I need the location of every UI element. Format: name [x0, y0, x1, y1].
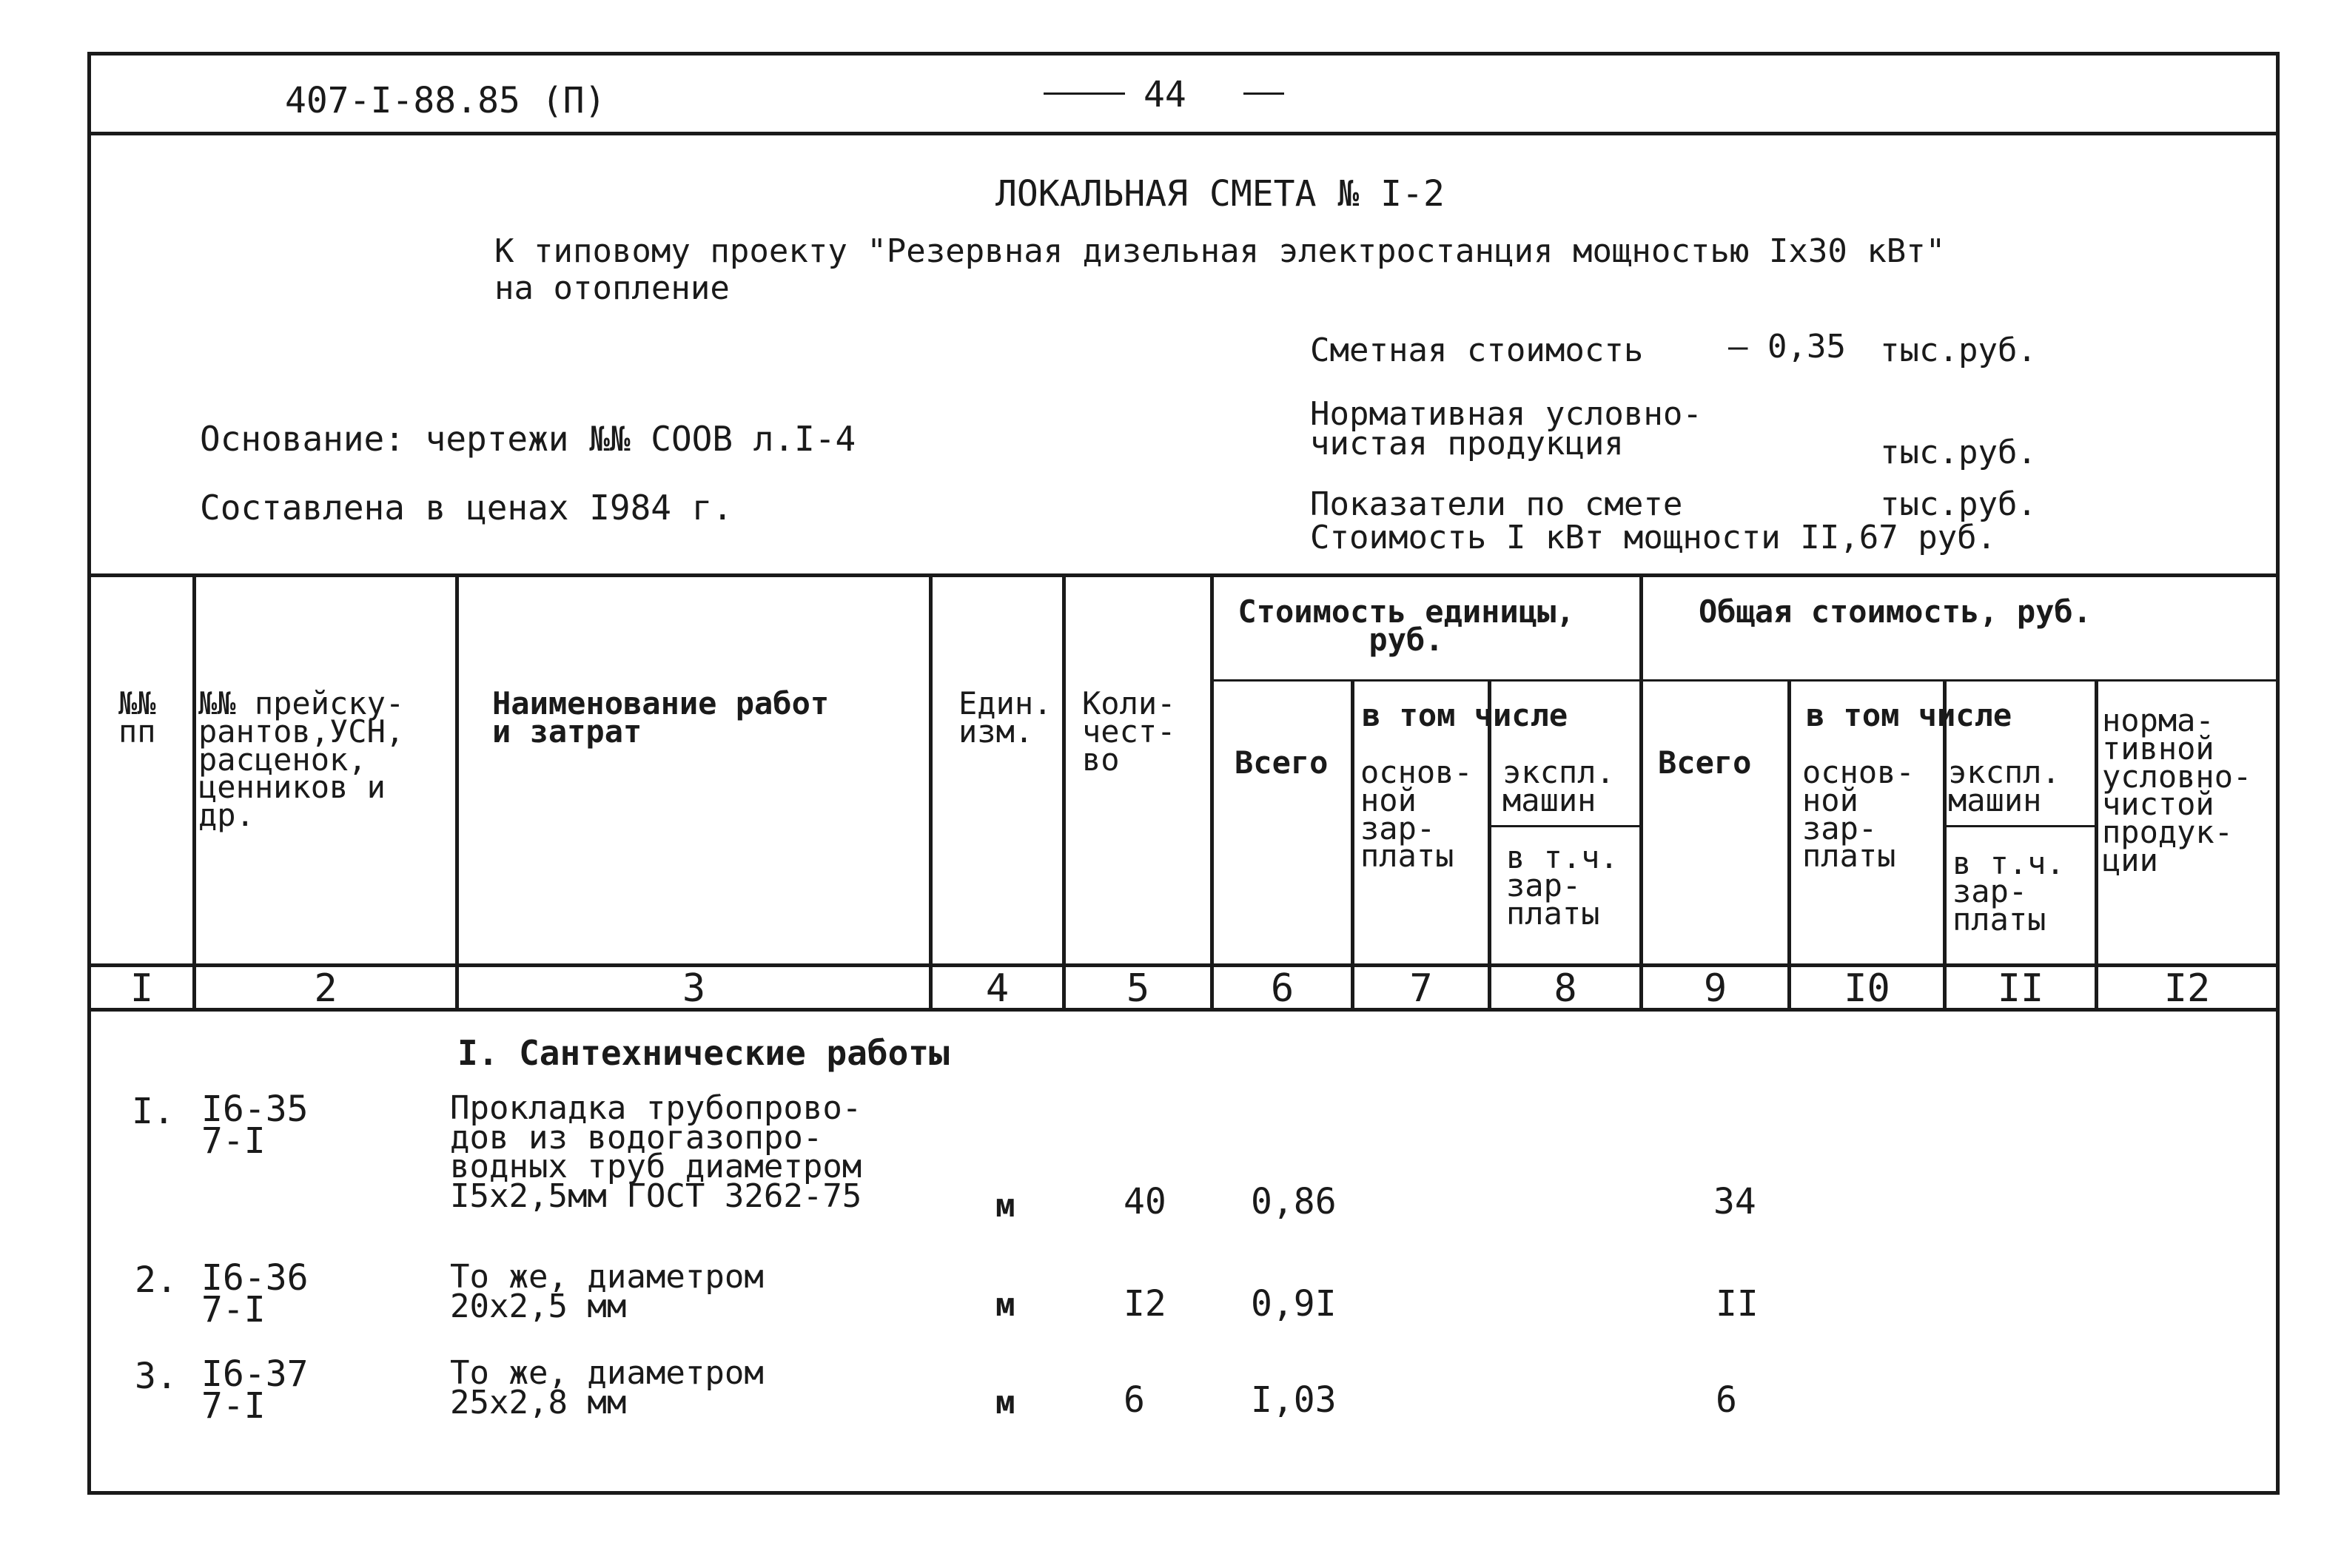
hdr-eksp-2: экспл. машин [1948, 754, 2061, 818]
basis-line: Основание: чертежи №№ СООВ л.I-4 [200, 419, 856, 459]
col-num-3: 3 [682, 966, 706, 1011]
hdr-norm: норма- тивной условно- чистой продук- ции [2102, 702, 2252, 878]
hdr-col-4: Един. изм. [958, 685, 1052, 750]
row-qty: I2 [1124, 1283, 1166, 1325]
row-total: II [1716, 1283, 1759, 1325]
project-line-2: на отопление [494, 269, 730, 307]
row-unit: м [995, 1187, 1015, 1225]
col-numbers-top-rule [87, 963, 2280, 967]
hdr-incl-2: в том числе [1806, 697, 2012, 733]
cost-label: Сметная стоимость [1310, 332, 1644, 369]
cost-value: – 0,35 [1728, 328, 1846, 366]
row-qty: 6 [1124, 1379, 1145, 1421]
row-unit: м [995, 1384, 1015, 1421]
indicators-label: Показатели по смете [1310, 485, 1683, 523]
doc-code: 407-I-88.85 (П) [285, 80, 606, 121]
hdr-eksp-1: экспл. машин [1502, 754, 1615, 818]
col-num-1: I [130, 966, 154, 1011]
hdr-col-5: Коли- чест- во [1082, 685, 1176, 778]
normative-unit: тыс.руб. [1880, 434, 2037, 471]
row-name: Прокладка трубопрово- дов из водогазопро- водных труб диаметром I5х2,5мм ГОСТ 3262-75 [450, 1089, 862, 1215]
col-num-12: I2 [2163, 966, 2211, 1011]
hdr-vsego-1: Всего [1235, 744, 1329, 781]
hdr-total-cost: Общая стоимость, руб. [1699, 593, 2092, 630]
vline-2 [455, 573, 459, 1008]
col-num-7: 7 [1409, 966, 1433, 1011]
col-num-8: 8 [1554, 966, 1577, 1011]
section-title: I. Сантехнические работы [457, 1033, 950, 1073]
indicators-unit: тыс.руб. [1880, 485, 2037, 523]
row-qty: 40 [1124, 1181, 1166, 1222]
row-code: I6-36 7-I [201, 1257, 309, 1331]
row-code: I6-37 7-I [201, 1353, 309, 1427]
col-num-6: 6 [1270, 966, 1294, 1011]
col-num-2: 2 [314, 966, 338, 1011]
hdr-vsego-2: Всего [1658, 744, 1752, 781]
row-unit: м [995, 1286, 1015, 1324]
page-dash-left [1044, 92, 1125, 95]
hdr-col-3: Наименование работ и затрат [492, 685, 830, 750]
hdr-unit-cost: Стоимость единицы, руб. [1238, 593, 1575, 658]
hdr-vtch-1: в т.ч. зар- платы [1506, 839, 1619, 932]
hdr-col-2: №№ прейску- рантов,УСН, расценок, ценников и др. [198, 685, 405, 834]
page-dash-right [1243, 92, 1284, 95]
vline-4 [1062, 573, 1066, 1008]
hdr-vtch-2: в т.ч. зар- платы [1952, 845, 2065, 938]
hdr-col-1: №№ пп [118, 685, 156, 750]
hdr-osn-2: основ- ной зар- платы [1802, 754, 1915, 875]
project-line: К типовому проекту "Резервная дизельная электростанция мощностью Iх30 кВт" [494, 232, 1946, 270]
cost-unit: тыс.руб. [1880, 332, 2037, 369]
table-top-rule [87, 573, 2280, 577]
vline-3 [929, 573, 933, 1008]
row-price: I,03 [1251, 1379, 1337, 1421]
col-numbers-bottom-rule [87, 1008, 2280, 1012]
row-number: 3. [135, 1356, 178, 1397]
col-num-4: 4 [985, 966, 1010, 1011]
estimate-title: ЛОКАЛЬНАЯ СМЕТА № I-2 [995, 173, 1445, 215]
col-num-11: II [1997, 966, 2044, 1011]
eksp-rule-2 [1943, 825, 2095, 827]
row-price: 0,86 [1251, 1181, 1337, 1222]
prices-line: Составлена в ценах I984 г. [200, 488, 733, 528]
row-number: I. [132, 1091, 175, 1132]
subheader-rule [1210, 679, 2280, 682]
hdr-osn-1: основ- ной зар- платы [1360, 754, 1473, 875]
row-total: 6 [1716, 1379, 1737, 1421]
col-num-5: 5 [1126, 966, 1150, 1011]
row-number: 2. [135, 1259, 178, 1301]
per-kw-cost: Стоимость I кВт мощности II,67 руб. [1310, 519, 1997, 556]
vline-8 [1639, 573, 1643, 1008]
col-num-9: 9 [1703, 966, 1727, 1011]
row-name: То же, диаметром 25х2,8 мм [450, 1354, 764, 1421]
hdr-incl-1: в том числе [1362, 697, 1568, 733]
vline-6 [1351, 679, 1354, 1008]
row-total: 34 [1713, 1181, 1756, 1222]
normative-label: Нормативная условно- чистая продукция [1310, 395, 1702, 462]
eksp-rule-1 [1488, 825, 1639, 827]
col-num-10: I0 [1844, 966, 1890, 1011]
vline-9 [1787, 679, 1791, 1008]
vline-1 [192, 573, 196, 1008]
vline-11 [2095, 679, 2098, 1008]
row-code: I6-35 7-I [201, 1088, 309, 1162]
row-price: 0,9I [1251, 1283, 1337, 1325]
row-name: То же, диаметром 20х2,5 мм [450, 1258, 764, 1325]
page-number: 44 [1144, 74, 1186, 115]
header-rule [87, 132, 2280, 135]
